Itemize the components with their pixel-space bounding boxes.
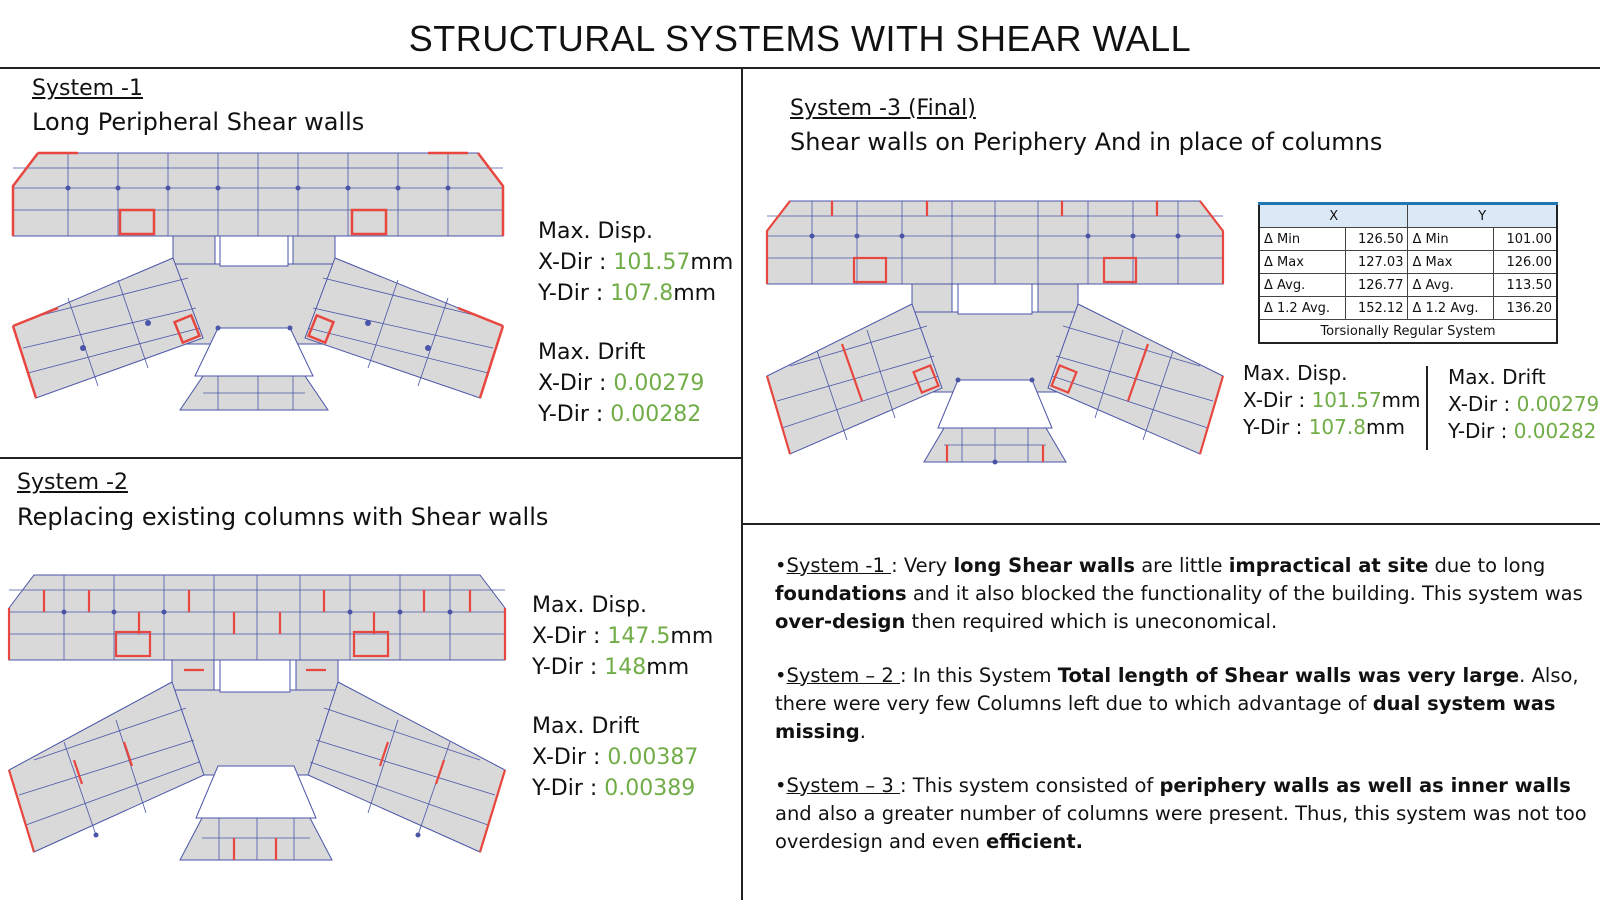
- system2-drift-label: Max. Drift: [532, 714, 640, 739]
- title-divider: [0, 67, 1600, 69]
- torsion-footer: Torsionally Regular System: [1259, 320, 1557, 344]
- left-section-divider: [0, 457, 742, 459]
- system3-drift-stats: [1448, 364, 1599, 445]
- system2-disp-label: Max. Disp.: [532, 593, 647, 618]
- table-row: Δ Avg. 126.77 Δ Avg. 113.50: [1259, 274, 1557, 297]
- system2-heading: System -2: [17, 470, 128, 495]
- system3-disp-stats: [1243, 360, 1421, 441]
- table-row: Δ 1.2 Avg. 152.12 Δ 1.2 Avg. 136.20: [1259, 297, 1557, 320]
- system3-drift-x: X-Dir : 0.00279: [1448, 392, 1600, 416]
- system3-disp-x: X-Dir : 101.57mm: [1243, 388, 1421, 412]
- table-row: Δ Min 126.50 Δ Min 101.00: [1259, 228, 1557, 251]
- torsion-check-table: [1258, 202, 1558, 344]
- note-system3: •System – 3 : This system consisted of periphery walls as well as inner walls and also a greater number of columns were present. Thus, this system was not too overdesign and even efficient.: [775, 774, 1587, 853]
- system3-drift-y: Y-Dir : 0.00282: [1448, 419, 1597, 443]
- torsion-col-y: Y: [1408, 204, 1557, 228]
- note-system2: •System – 2 : In this System Total length of Shear walls was very large. Also, there were very few Columns left due to which advantage of dual system was missing.: [775, 664, 1579, 743]
- system2-drift-y: Y-Dir : 0.00389: [532, 776, 696, 801]
- system3-floor-plan: [762, 196, 1228, 472]
- system1-stats: [538, 216, 733, 430]
- system1-disp-y: Y-Dir : 107.8mm: [538, 281, 717, 306]
- system3-disp-y: Y-Dir : 107.8mm: [1243, 415, 1405, 439]
- note-system1: •System -1 : Very long Shear walls are little impractical at site due to long foundations and it also blocked the functionality of the building. This system was over-design then required which is uneconomical.: [775, 554, 1583, 633]
- system3-stats-separator: [1426, 366, 1428, 450]
- system2-stats: [532, 590, 713, 804]
- system1-drift-y: Y-Dir : 0.00282: [538, 402, 702, 427]
- system1-disp-x: X-Dir : 101.57mm: [538, 250, 734, 275]
- system2-floor-plan: [4, 570, 510, 870]
- system1-floor-plan: [8, 148, 508, 420]
- system3-subtitle: Shear walls on Periphery And in place of columns: [790, 128, 1383, 156]
- system2-disp-y: Y-Dir : 148mm: [532, 655, 690, 680]
- system1-subtitle: Long Peripheral Shear walls: [32, 108, 365, 136]
- system2-disp-x: X-Dir : 147.5mm: [532, 624, 714, 649]
- system1-disp-label: Max. Disp.: [538, 219, 653, 244]
- system2-drift-x: X-Dir : 0.00387: [532, 745, 699, 770]
- right-section-divider: [742, 523, 1600, 525]
- system1-drift-x: X-Dir : 0.00279: [538, 371, 705, 396]
- system3-disp-label: Max. Disp.: [1243, 361, 1348, 385]
- torsion-col-x: X: [1259, 204, 1408, 228]
- system-notes: [775, 552, 1590, 882]
- table-row: Δ Max 127.03 Δ Max 126.00: [1259, 251, 1557, 274]
- system1-heading: System -1: [32, 76, 143, 101]
- page-title: STRUCTURAL SYSTEMS WITH SHEAR WALL: [408, 18, 1192, 59]
- center-divider: [741, 67, 743, 900]
- system1-drift-label: Max. Drift: [538, 340, 646, 365]
- system2-subtitle: Replacing existing columns with Shear walls: [17, 503, 549, 531]
- system3-heading: System -3 (Final): [790, 96, 976, 121]
- system3-drift-label: Max. Drift: [1448, 365, 1546, 389]
